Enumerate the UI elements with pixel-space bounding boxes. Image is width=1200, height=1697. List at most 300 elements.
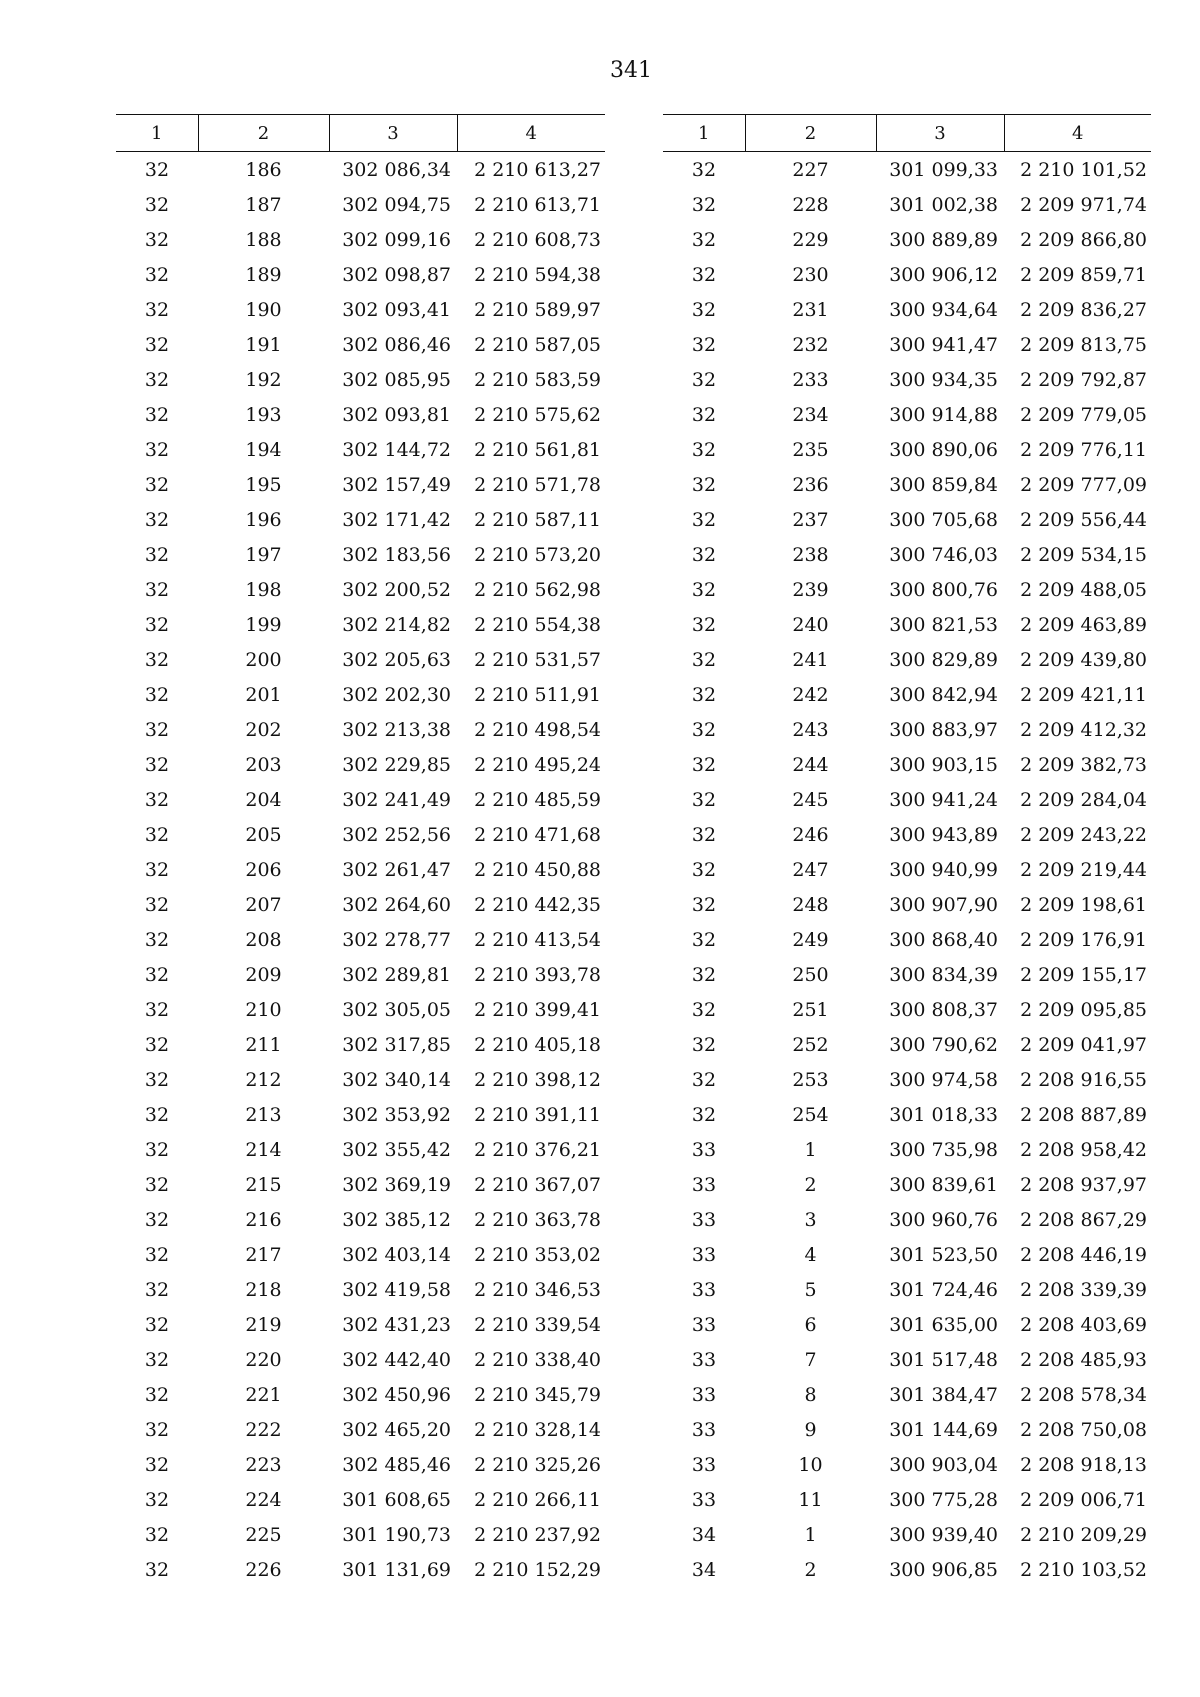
table-row — [663, 1482, 1151, 1517]
section-cell: 32 — [144, 1383, 170, 1406]
column-header: 2 — [198, 115, 329, 152]
point-number-cell: 188 — [245, 228, 282, 251]
section-cell: 32 — [144, 508, 170, 531]
section-cell: 32 — [144, 1173, 170, 1196]
point-number-cell: 250 — [792, 963, 829, 986]
section-cell: 32 — [691, 368, 717, 391]
point-number-cell: 7 — [804, 1348, 817, 1371]
y-coordinate-cell: 2 210 405,18 — [474, 1033, 601, 1056]
table-row — [663, 187, 1151, 222]
y-coordinate-cell: 2 210 339,54 — [474, 1313, 601, 1336]
x-coordinate-cell: 300 705,68 — [889, 508, 998, 531]
x-coordinate-cell: 302 202,30 — [342, 683, 451, 706]
point-number-cell: 206 — [245, 858, 282, 881]
point-number-cell: 242 — [792, 683, 829, 706]
table-row — [116, 1062, 605, 1097]
y-coordinate-cell: 2 209 243,22 — [1020, 823, 1147, 846]
point-number-cell: 245 — [792, 788, 829, 811]
point-number-cell: 252 — [792, 1033, 829, 1056]
table-row — [116, 292, 605, 327]
page-number: 341 — [610, 58, 652, 83]
point-number-cell: 247 — [792, 858, 829, 881]
section-cell: 32 — [691, 228, 717, 251]
point-number-cell: 225 — [245, 1523, 282, 1546]
y-coordinate-cell: 2 209 439,80 — [1020, 648, 1147, 671]
point-number-cell: 194 — [245, 438, 282, 461]
y-coordinate-cell: 2 210 101,52 — [1020, 158, 1147, 181]
x-coordinate-cell: 300 883,97 — [889, 718, 998, 741]
table-row — [663, 1027, 1151, 1062]
table-row — [663, 432, 1151, 467]
y-coordinate-cell: 2 210 353,02 — [474, 1243, 601, 1266]
x-coordinate-cell: 302 442,40 — [342, 1348, 451, 1371]
section-cell: 32 — [144, 578, 170, 601]
section-cell: 32 — [691, 683, 717, 706]
x-coordinate-cell: 302 099,16 — [342, 228, 451, 251]
section-cell: 33 — [691, 1313, 717, 1336]
y-coordinate-cell: 2 210 328,14 — [474, 1418, 601, 1441]
y-coordinate-cell: 2 209 836,27 — [1020, 298, 1147, 321]
x-coordinate-cell: 300 914,88 — [889, 403, 998, 426]
section-cell: 32 — [144, 438, 170, 461]
table-row — [116, 537, 605, 572]
x-coordinate-cell: 302 098,87 — [342, 263, 451, 286]
table-row — [663, 1167, 1151, 1202]
point-number-cell: 213 — [245, 1103, 282, 1126]
column-header: 3 — [329, 115, 457, 152]
table-row — [116, 782, 605, 817]
table-row — [663, 222, 1151, 257]
x-coordinate-cell: 302 419,58 — [342, 1278, 451, 1301]
x-coordinate-cell: 302 485,46 — [342, 1453, 451, 1476]
section-cell: 32 — [144, 858, 170, 881]
coordinates-table-left — [116, 114, 605, 1587]
point-number-cell: 218 — [245, 1278, 282, 1301]
y-coordinate-cell: 2 210 495,24 — [474, 753, 601, 776]
table-row — [116, 572, 605, 607]
section-cell: 33 — [691, 1278, 717, 1301]
point-number-cell: 215 — [245, 1173, 282, 1196]
table-row — [663, 677, 1151, 712]
x-coordinate-cell: 300 906,85 — [889, 1558, 998, 1581]
x-coordinate-cell: 302 353,92 — [342, 1103, 451, 1126]
point-number-cell: 4 — [804, 1243, 817, 1266]
x-coordinate-cell: 302 093,41 — [342, 298, 451, 321]
point-number-cell: 203 — [245, 753, 282, 776]
section-cell: 32 — [144, 1243, 170, 1266]
section-cell: 32 — [144, 1313, 170, 1336]
section-cell: 32 — [144, 298, 170, 321]
y-coordinate-cell: 2 210 589,97 — [474, 298, 601, 321]
section-cell: 32 — [144, 1278, 170, 1301]
y-coordinate-cell: 2 209 412,32 — [1020, 718, 1147, 741]
point-number-cell: 196 — [245, 508, 282, 531]
x-coordinate-cell: 302 144,72 — [342, 438, 451, 461]
section-cell: 32 — [144, 753, 170, 776]
y-coordinate-cell: 2 208 918,13 — [1020, 1453, 1147, 1476]
x-coordinate-cell: 302 305,05 — [342, 998, 451, 1021]
x-coordinate-cell: 302 094,75 — [342, 193, 451, 216]
x-coordinate-cell: 301 190,73 — [342, 1523, 451, 1546]
section-cell: 32 — [144, 1068, 170, 1091]
table-row — [663, 257, 1151, 292]
point-number-cell: 212 — [245, 1068, 282, 1091]
table-row — [663, 327, 1151, 362]
y-coordinate-cell: 2 208 887,89 — [1020, 1103, 1147, 1126]
table-row — [116, 922, 605, 957]
x-coordinate-cell: 302 465,20 — [342, 1418, 451, 1441]
section-cell: 33 — [691, 1208, 717, 1231]
section-cell: 32 — [144, 1418, 170, 1441]
column-header: 1 — [116, 115, 198, 152]
table-row — [116, 432, 605, 467]
section-cell: 32 — [691, 1033, 717, 1056]
y-coordinate-cell: 2 210 613,71 — [474, 193, 601, 216]
section-cell: 32 — [691, 928, 717, 951]
section-cell: 32 — [144, 788, 170, 811]
column-header: 3 — [876, 115, 1004, 152]
point-number-cell: 2 — [804, 1173, 817, 1196]
table-row — [663, 1377, 1151, 1412]
table-row — [663, 1202, 1151, 1237]
section-cell: 32 — [691, 648, 717, 671]
x-coordinate-cell: 300 934,64 — [889, 298, 998, 321]
table-row — [116, 1342, 605, 1377]
point-number-cell: 193 — [245, 403, 282, 426]
y-coordinate-cell: 2 208 958,42 — [1020, 1138, 1147, 1161]
point-number-cell: 254 — [792, 1103, 829, 1126]
x-coordinate-cell: 302 214,82 — [342, 613, 451, 636]
table-row — [663, 852, 1151, 887]
section-cell: 34 — [691, 1523, 717, 1546]
x-coordinate-cell: 302 385,12 — [342, 1208, 451, 1231]
column-header: 4 — [457, 115, 605, 152]
table-row — [663, 1062, 1151, 1097]
y-coordinate-cell: 2 208 578,34 — [1020, 1383, 1147, 1406]
y-coordinate-cell: 2 210 399,41 — [474, 998, 601, 1021]
point-number-cell: 220 — [245, 1348, 282, 1371]
y-coordinate-cell: 2 208 403,69 — [1020, 1313, 1147, 1336]
point-number-cell: 10 — [798, 1453, 823, 1476]
point-number-cell: 216 — [245, 1208, 282, 1231]
section-cell: 32 — [144, 158, 170, 181]
x-coordinate-cell: 302 171,42 — [342, 508, 451, 531]
point-number-cell: 192 — [245, 368, 282, 391]
section-cell: 32 — [691, 508, 717, 531]
x-coordinate-cell: 302 340,14 — [342, 1068, 451, 1091]
y-coordinate-cell: 2 210 367,07 — [474, 1173, 601, 1196]
section-cell: 32 — [144, 1523, 170, 1546]
y-coordinate-cell: 2 209 776,11 — [1020, 438, 1147, 461]
table-row — [663, 817, 1151, 852]
y-coordinate-cell: 2 209 006,71 — [1020, 1488, 1147, 1511]
table-row — [116, 1307, 605, 1342]
y-coordinate-cell: 2 209 198,61 — [1020, 893, 1147, 916]
section-cell: 32 — [144, 543, 170, 566]
point-number-cell: 202 — [245, 718, 282, 741]
table-row — [116, 642, 605, 677]
y-coordinate-cell: 2 210 587,05 — [474, 333, 601, 356]
section-cell: 32 — [144, 1103, 170, 1126]
section-cell: 32 — [691, 263, 717, 286]
y-coordinate-cell: 2 210 511,91 — [474, 683, 601, 706]
x-coordinate-cell: 300 859,84 — [889, 473, 998, 496]
y-coordinate-cell: 2 210 594,38 — [474, 263, 601, 286]
table-row — [116, 397, 605, 432]
x-coordinate-cell: 300 939,40 — [889, 1523, 998, 1546]
x-coordinate-cell: 301 099,33 — [889, 158, 998, 181]
section-cell: 32 — [144, 1138, 170, 1161]
y-coordinate-cell: 2 210 485,59 — [474, 788, 601, 811]
table-row — [663, 747, 1151, 782]
point-number-cell: 227 — [792, 158, 829, 181]
table-row — [116, 817, 605, 852]
x-coordinate-cell: 302 261,47 — [342, 858, 451, 881]
y-coordinate-cell: 2 210 152,29 — [474, 1558, 601, 1581]
x-coordinate-cell: 302 264,60 — [342, 893, 451, 916]
section-cell: 32 — [144, 333, 170, 356]
table-row — [663, 397, 1151, 432]
section-cell: 32 — [144, 823, 170, 846]
section-cell: 33 — [691, 1418, 717, 1441]
table-row — [663, 467, 1151, 502]
section-cell: 33 — [691, 1243, 717, 1266]
table-row — [116, 1132, 605, 1167]
y-coordinate-cell: 2 208 750,08 — [1020, 1418, 1147, 1441]
y-coordinate-cell: 2 209 176,91 — [1020, 928, 1147, 951]
point-number-cell: 217 — [245, 1243, 282, 1266]
point-number-cell: 231 — [792, 298, 829, 321]
y-coordinate-cell: 2 210 237,92 — [474, 1523, 601, 1546]
table-row — [116, 1202, 605, 1237]
table-row — [663, 1272, 1151, 1307]
y-coordinate-cell: 2 208 485,93 — [1020, 1348, 1147, 1371]
y-coordinate-cell: 2 210 571,78 — [474, 473, 601, 496]
x-coordinate-cell: 302 086,46 — [342, 333, 451, 356]
table-row — [116, 152, 605, 188]
table-row — [663, 1237, 1151, 1272]
x-coordinate-cell: 302 450,96 — [342, 1383, 451, 1406]
point-number-cell: 187 — [245, 193, 282, 216]
y-coordinate-cell: 2 208 937,97 — [1020, 1173, 1147, 1196]
table-row — [663, 607, 1151, 642]
table-row — [116, 222, 605, 257]
y-coordinate-cell: 2 209 556,44 — [1020, 508, 1147, 531]
y-coordinate-cell: 2 209 971,74 — [1020, 193, 1147, 216]
section-cell: 32 — [144, 368, 170, 391]
point-number-cell: 226 — [245, 1558, 282, 1581]
table-row — [116, 1552, 605, 1587]
x-coordinate-cell: 300 974,58 — [889, 1068, 998, 1091]
x-coordinate-cell: 302 369,19 — [342, 1173, 451, 1196]
section-cell: 32 — [691, 158, 717, 181]
section-cell: 32 — [691, 963, 717, 986]
point-number-cell: 9 — [804, 1418, 817, 1441]
table-row — [663, 537, 1151, 572]
section-cell: 32 — [691, 823, 717, 846]
section-cell: 32 — [691, 613, 717, 636]
x-coordinate-cell: 301 002,38 — [889, 193, 998, 216]
table-row — [116, 747, 605, 782]
y-coordinate-cell: 2 210 531,57 — [474, 648, 601, 671]
point-number-cell: 238 — [792, 543, 829, 566]
x-coordinate-cell: 300 907,90 — [889, 893, 998, 916]
table-row — [116, 467, 605, 502]
section-cell: 32 — [691, 438, 717, 461]
table-row — [116, 957, 605, 992]
x-coordinate-cell: 300 790,62 — [889, 1033, 998, 1056]
section-cell: 33 — [691, 1488, 717, 1511]
x-coordinate-cell: 302 403,14 — [342, 1243, 451, 1266]
section-cell: 33 — [691, 1383, 717, 1406]
table-row — [663, 887, 1151, 922]
y-coordinate-cell: 2 210 393,78 — [474, 963, 601, 986]
y-coordinate-cell: 2 210 587,11 — [474, 508, 601, 531]
table-row — [116, 1412, 605, 1447]
table-row — [663, 572, 1151, 607]
y-coordinate-cell: 2 210 573,20 — [474, 543, 601, 566]
table-row — [116, 677, 605, 712]
section-cell: 32 — [691, 193, 717, 216]
x-coordinate-cell: 302 205,63 — [342, 648, 451, 671]
x-coordinate-cell: 302 085,95 — [342, 368, 451, 391]
table-body-left — [116, 152, 605, 1588]
y-coordinate-cell: 2 210 363,78 — [474, 1208, 601, 1231]
y-coordinate-cell: 2 209 284,04 — [1020, 788, 1147, 811]
point-number-cell: 189 — [245, 263, 282, 286]
x-coordinate-cell: 300 834,39 — [889, 963, 998, 986]
point-number-cell: 2 — [804, 1558, 817, 1581]
table-row — [116, 1027, 605, 1062]
section-cell: 32 — [691, 998, 717, 1021]
x-coordinate-cell: 300 906,12 — [889, 263, 998, 286]
table-row — [116, 992, 605, 1027]
y-coordinate-cell: 2 209 779,05 — [1020, 403, 1147, 426]
point-number-cell: 230 — [792, 263, 829, 286]
section-cell: 33 — [691, 1453, 717, 1476]
section-cell: 34 — [691, 1558, 717, 1581]
table-row — [663, 152, 1151, 188]
y-coordinate-cell: 2 210 391,11 — [474, 1103, 601, 1126]
section-cell: 32 — [144, 1033, 170, 1056]
table-row — [663, 1307, 1151, 1342]
x-coordinate-cell: 301 131,69 — [342, 1558, 451, 1581]
table-row — [663, 1552, 1151, 1587]
x-coordinate-cell: 300 800,76 — [889, 578, 998, 601]
point-number-cell: 243 — [792, 718, 829, 741]
point-number-cell: 251 — [792, 998, 829, 1021]
point-number-cell: 200 — [245, 648, 282, 671]
section-cell: 32 — [144, 263, 170, 286]
section-cell: 32 — [144, 193, 170, 216]
table-row — [116, 362, 605, 397]
point-number-cell: 224 — [245, 1488, 282, 1511]
point-number-cell: 249 — [792, 928, 829, 951]
y-coordinate-cell: 2 209 488,05 — [1020, 578, 1147, 601]
y-coordinate-cell: 2 210 498,54 — [474, 718, 601, 741]
point-number-cell: 240 — [792, 613, 829, 636]
y-coordinate-cell: 2 210 103,52 — [1020, 1558, 1147, 1581]
x-coordinate-cell: 300 746,03 — [889, 543, 998, 566]
x-coordinate-cell: 302 289,81 — [342, 963, 451, 986]
x-coordinate-cell: 302 183,56 — [342, 543, 451, 566]
table-row — [116, 187, 605, 222]
point-number-cell: 210 — [245, 998, 282, 1021]
section-cell: 32 — [691, 753, 717, 776]
section-cell: 32 — [691, 543, 717, 566]
point-number-cell: 201 — [245, 683, 282, 706]
point-number-cell: 8 — [804, 1383, 817, 1406]
table-row — [116, 852, 605, 887]
y-coordinate-cell: 2 210 583,59 — [474, 368, 601, 391]
point-number-cell: 234 — [792, 403, 829, 426]
column-header: 4 — [1004, 115, 1151, 152]
table-row — [116, 1097, 605, 1132]
x-coordinate-cell: 300 868,40 — [889, 928, 998, 951]
table-row — [116, 1167, 605, 1202]
x-coordinate-cell: 300 903,04 — [889, 1453, 998, 1476]
section-cell: 32 — [144, 998, 170, 1021]
y-coordinate-cell: 2 209 792,87 — [1020, 368, 1147, 391]
y-coordinate-cell: 2 209 777,09 — [1020, 473, 1147, 496]
section-cell: 32 — [691, 788, 717, 811]
table-row — [116, 1447, 605, 1482]
table-row — [663, 1097, 1151, 1132]
y-coordinate-cell: 2 210 345,79 — [474, 1383, 601, 1406]
point-number-cell: 11 — [798, 1488, 823, 1511]
x-coordinate-cell: 300 808,37 — [889, 998, 998, 1021]
table-row — [116, 712, 605, 747]
table-row — [663, 292, 1151, 327]
section-cell: 32 — [144, 613, 170, 636]
section-cell: 32 — [691, 1103, 717, 1126]
point-number-cell: 205 — [245, 823, 282, 846]
table-row — [663, 957, 1151, 992]
section-cell: 32 — [691, 473, 717, 496]
section-cell: 32 — [144, 893, 170, 916]
y-coordinate-cell: 2 210 338,40 — [474, 1348, 601, 1371]
x-coordinate-cell: 300 842,94 — [889, 683, 998, 706]
y-coordinate-cell: 2 209 866,80 — [1020, 228, 1147, 251]
y-coordinate-cell: 2 209 219,44 — [1020, 858, 1147, 881]
x-coordinate-cell: 300 903,15 — [889, 753, 998, 776]
section-cell: 32 — [144, 1208, 170, 1231]
x-coordinate-cell: 300 889,89 — [889, 228, 998, 251]
point-number-cell: 197 — [245, 543, 282, 566]
table-row — [663, 1342, 1151, 1377]
x-coordinate-cell: 302 317,85 — [342, 1033, 451, 1056]
table-row — [663, 1447, 1151, 1482]
point-number-cell: 223 — [245, 1453, 282, 1476]
table-row — [116, 1482, 605, 1517]
section-cell: 32 — [144, 228, 170, 251]
section-cell: 32 — [691, 298, 717, 321]
table-row — [116, 327, 605, 362]
y-coordinate-cell: 2 208 867,29 — [1020, 1208, 1147, 1231]
x-coordinate-cell: 300 934,35 — [889, 368, 998, 391]
x-coordinate-cell: 301 144,69 — [889, 1418, 998, 1441]
y-coordinate-cell: 2 209 421,11 — [1020, 683, 1147, 706]
point-number-cell: 237 — [792, 508, 829, 531]
y-coordinate-cell: 2 210 562,98 — [474, 578, 601, 601]
column-header: 1 — [663, 115, 745, 152]
section-cell: 32 — [144, 473, 170, 496]
point-number-cell: 239 — [792, 578, 829, 601]
table-row — [663, 502, 1151, 537]
x-coordinate-cell: 301 724,46 — [889, 1278, 998, 1301]
table-row — [663, 922, 1151, 957]
point-number-cell: 207 — [245, 893, 282, 916]
